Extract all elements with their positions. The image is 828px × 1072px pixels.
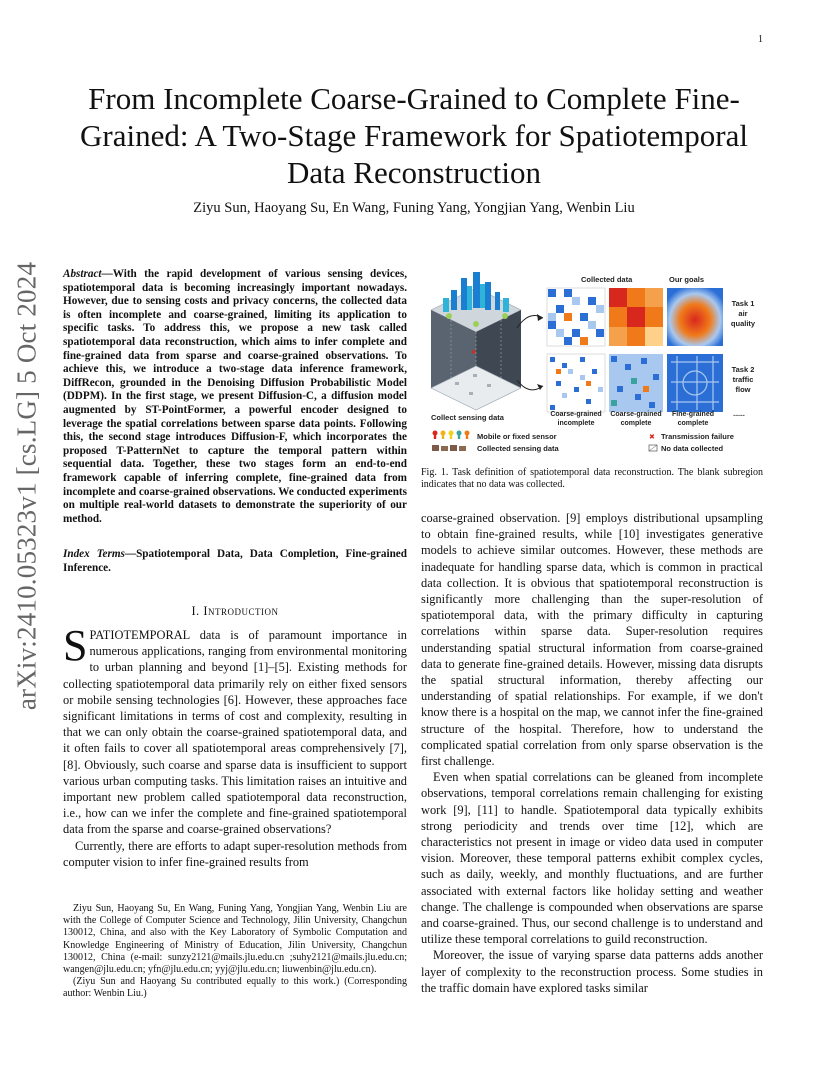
abstract (63, 268, 407, 526)
legend-no-data: No data collected (661, 444, 724, 453)
task1-label-1: Task 1 (731, 299, 755, 308)
abstract-label: Abstract (63, 268, 102, 280)
arxiv-stamp-text: arXiv:2410.05323v1 [cs.LG] 5 Oct 2024 (11, 261, 42, 711)
sensor-legend-icon (433, 431, 470, 440)
page-number: 1 (758, 34, 763, 45)
task2-label-3: flow (735, 385, 751, 394)
paper-title: From Incomplete Coarse-Grained to Complete Fine-Grained: A Two-Stage Framework for Spatiotemporal Data Reconstruction (80, 81, 748, 190)
section-heading (63, 604, 407, 619)
task1-coarse-complete-grid (609, 288, 663, 346)
no-data-legend-icon (649, 445, 657, 451)
legend-sensor: Mobile or fixed sensor (477, 432, 557, 441)
right-paragraph-2: Even when spatial correlations can be gleaned from incomplete observations, temporal correlations remain challenging for existing work [9], [11] to handle. Spatiotemporal data typically exhibits strong periodicity and trends over time [12], which are characteristics not present in image or video data used in computer vision. Moreover, these temporal patterns exhibit complex cycles, such as daily, weekly, and monthly fluctuations, and are further associated with external factors like holiday setting and weather change. The challenge is compounded when observations are sparse and coarse-grained. Thus, our second challenge is to understand and utilize these temporal correlations to guild reconstruction. (421, 770, 763, 947)
index-terms-label: Index Terms (63, 548, 125, 560)
figure-caption: Fig. 1. Task definition of spatiotemporal data reconstruction. The blank subregion indicates that no data was collected. (421, 467, 763, 491)
label-ellipsis: ...... (733, 411, 745, 418)
task1-label-3: quality (730, 319, 756, 328)
label-cg-complete-2: complete (620, 420, 652, 427)
footnote-contribution: (Ziyu Sun and Haoyang Su contributed equally to this work.) (Corresponding author: Wenbin Liu.) (63, 976, 407, 1000)
task1-fine-grained-heatmap (667, 288, 723, 346)
label-fg-complete-1: Fine-grained (671, 411, 715, 418)
right-paragraph-1: coarse-grained observation. [9] employs distributional upsampling to obtain fine-grained results, while [10] investigates generative models to achieve similar outcomes. However, these methods are inadequate for handling sparse data, which is common in practical data collection. It is obvious that spatiotemporal reconstruction is significantly more challenging than the super-resolution of spatiotemporal data, with the primary difficulty in capturing correlations within sparse data. Super-resolution requires understanding spatial structural information from coarse-grained data to generate fine-grained details. However, missing data disrupts the spatial structural information, thereby affecting our understanding of spatial relationships. For example, if we don't know there is a hospital on the map, we cannot infer the fine-grained structure of the hospital. Therefore, how to understand the complicated spatial correlation from only sparse observation is the first challenge. (421, 511, 763, 769)
label-cg-incomplete-1: Coarse-grained (550, 411, 602, 418)
label-collect-sensing-data: Collect sensing data (431, 413, 504, 422)
task2-label-2: traffic (732, 375, 754, 384)
index-terms-text: —Spatiotemporal Data, Data Completion, Fine-grained Inference. (63, 548, 407, 574)
right-paragraph-3: Moreover, the issue of varying sparse data patterns adds another layer of complexity to the reconstruction process. Some studies in the traffic domain have explored tasks similar (421, 948, 763, 995)
legend-collected: Collected sensing data (477, 444, 559, 453)
legend-transmission: Transmission failure (661, 432, 734, 441)
task2-label-1: Task 2 (731, 365, 755, 374)
footnote-affiliation: Ziyu Sun, Haoyang Su, En Wang, Funing Yang, Yongjian Yang, Wenbin Liu are with the College of Computer Science and Technology, Jilin University, Changchun 130012, China, and also with the Key Laboratory of Symbolic Computation and Knowledge Engineering of Ministry of Education, Jilin University, Changchun 130012, China (e-mail: sunzy2121@mails.jlu.edu.cn ;suhy2121@mails.jlu.edu.cn; wangen@jlu.edu.cn; yfn@jlu.edu.cn; yyj@jlu.edu.cn; liuwenbin@jlu.edu.cn). (63, 903, 407, 976)
task2-fine-grained-map (667, 354, 723, 412)
right-column-text (421, 510, 763, 996)
label-fg-complete-2: complete (677, 420, 709, 427)
svg-text:✖: ✖ (471, 350, 477, 356)
intro-p1-text: PATIOTEMPORAL data is of paramount importance in numerous applications, ranging from environmental monitoring to urban planning and beyond [1]–[5]. Existing methods for collecting spatiotemporal data primarily rely on either fixed sensors or mobile sensing technologies [6]. However, these approaches face significant limitations in terms of cost and complexity, resulting in that we can only obtain the coarse-grained spatiotemporal data, and it often fails to cover all spatiotemporal areas comprehensively [7], [8]. Obviously, such coarse and sparse data is insufficient to support various urban computing tasks. This limitation raises an intuitive and important new problem called spatiotemporal data reconstruction, i.e., how can we infer the complete and fine-grained spatiotemporal data from the sparse and coarse-grained observations? (63, 628, 407, 837)
paper-authors: Ziyu Sun, Haoyang Su, En Wang, Funing Yang, Yongjian Yang, Wenbin Liu (193, 200, 635, 216)
label-our-goals: Our goals (669, 275, 705, 284)
label-cg-incomplete-2: incomplete (557, 420, 595, 427)
figure-1 (421, 270, 763, 460)
introduction-text (63, 621, 407, 870)
task1-collected-grid (547, 288, 605, 346)
index-terms (63, 548, 407, 575)
intro-paragraph-2: Currently, there are efforts to adapt super-resolution methods from computer vision to infer fine-grained results from (63, 838, 407, 869)
section-title: Introduction (203, 604, 279, 618)
footnote (63, 903, 407, 1001)
task2-coarse-complete-grid (609, 354, 663, 412)
collected-data-legend-icon (432, 445, 466, 451)
figure-legend (432, 431, 734, 454)
task2-collected-grid (547, 354, 605, 412)
label-collected-data: Collected data (581, 275, 633, 284)
task1-label-2: air (738, 309, 748, 318)
transmission-failure-icon: ✖ (649, 434, 655, 441)
abstract-text: —With the rapid development of various sensing devices, spatiotemporal data is becoming increasingly important nowadays. However, due to sensing costs and privacy concerns, the collected data is often incomplete and coarse-grained, limiting its application to specific tasks. To address this, we propose a new task called spatiotemporal data reconstruction, which aims to infer complete and fine-grained data from sparse and coarse-grained observations. To achieve this, we introduce a two-stage data inference framework, DiffRecon, grounded in the Denoising Diffusion Probabilistic Model (DDPM). In the first stage, we present Diffusion-C, a diffusion model augmented by ST-PointFormer, a powerful encoder designed to leverage the spatial correlations between sparse data points. Following this, the second stage introduces Diffusion-F, which incorporates the proposed T-PatternNet to capture the temporal pattern within sequential data. Together, these two stages form an end-to-end framework capable of inferring complete, fine-grained data from incomplete and coarse-grained observations. We conducted experiments on multiple real-world datasets to demonstrate the superiority of our method. (63, 268, 407, 525)
intro-paragraph-1 (63, 621, 407, 838)
figure-1-diagram (421, 270, 763, 460)
label-cg-complete-1: Coarse-grained (610, 411, 662, 418)
section-number: I. (191, 604, 204, 618)
arxiv-stamp (6, 261, 48, 711)
city-block-illustration (431, 272, 521, 410)
transmission-failure-marks (471, 349, 476, 356)
drop-cap: S (63, 621, 88, 670)
